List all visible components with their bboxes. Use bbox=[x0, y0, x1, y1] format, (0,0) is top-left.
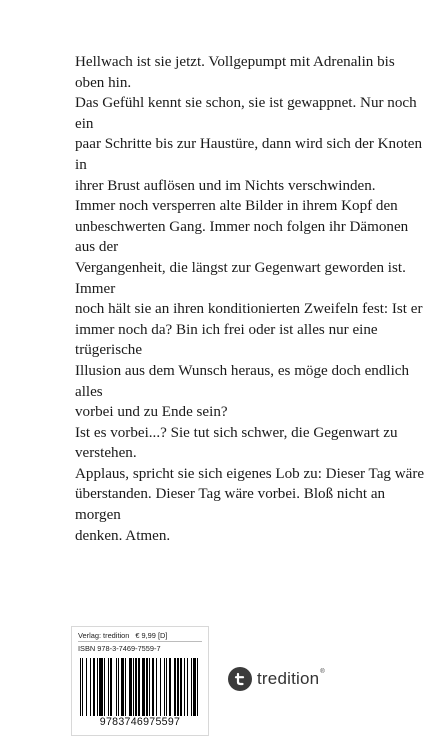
info-divider bbox=[78, 641, 202, 642]
isbn-info-box bbox=[71, 626, 209, 736]
publisher-price-row bbox=[78, 631, 167, 640]
publisher-logo bbox=[228, 667, 325, 691]
price-label: € 9,99 [D] bbox=[135, 631, 168, 640]
back-cover-text bbox=[75, 52, 425, 546]
barcode-gap bbox=[198, 658, 199, 716]
barcode-number: 9783746975597 bbox=[99, 716, 181, 728]
paragraph-2: Immer noch versperren alte Bilder in ihrem Kopf den unbeschwerten Gang. Immer noch folgen ihr Dämonen aus der Vergangenheit, die längst zur Gegenwart geworden ist. Immer noch hält sie an ihren konditionierten Zweifeln fest: Ist er immer noch da? Bin ich frei oder ist alles nur eine trügerische Illusion aus dem Wunsch heraus, es möge doch endlich alles vorbei und zu Ende sein? bbox=[75, 198, 423, 421]
publisher-label: Verlag: tredition bbox=[78, 631, 130, 640]
tredition-logo-icon bbox=[228, 667, 252, 691]
publisher-name: tredition® bbox=[257, 669, 325, 688]
paragraph-3: Ist es vorbei...? Sie tut sich schwer, die Gegenwart zu verstehen. Applaus, spricht sie sich eigenes Lob zu: Dieser Tag wäre überstanden. Dieser Tag wäre vorbei. Bloß nicht an morgen denken. Atmen. bbox=[75, 424, 425, 544]
isbn-label: ISBN 978-3-7469-7559-7 bbox=[78, 644, 161, 653]
paragraph-1: Hellwach ist sie jetzt. Vollgepumpt mit Adrenalin bis oben hin. Das Gefühl kennt sie schon, sie ist gewappnet. Nur noch ein paar Schritte bis zur Haustüre, dann wird sich der Knoten in ihrer Brust auflösen und im Nichts verschwinden. bbox=[75, 54, 423, 194]
barcode bbox=[80, 658, 200, 716]
